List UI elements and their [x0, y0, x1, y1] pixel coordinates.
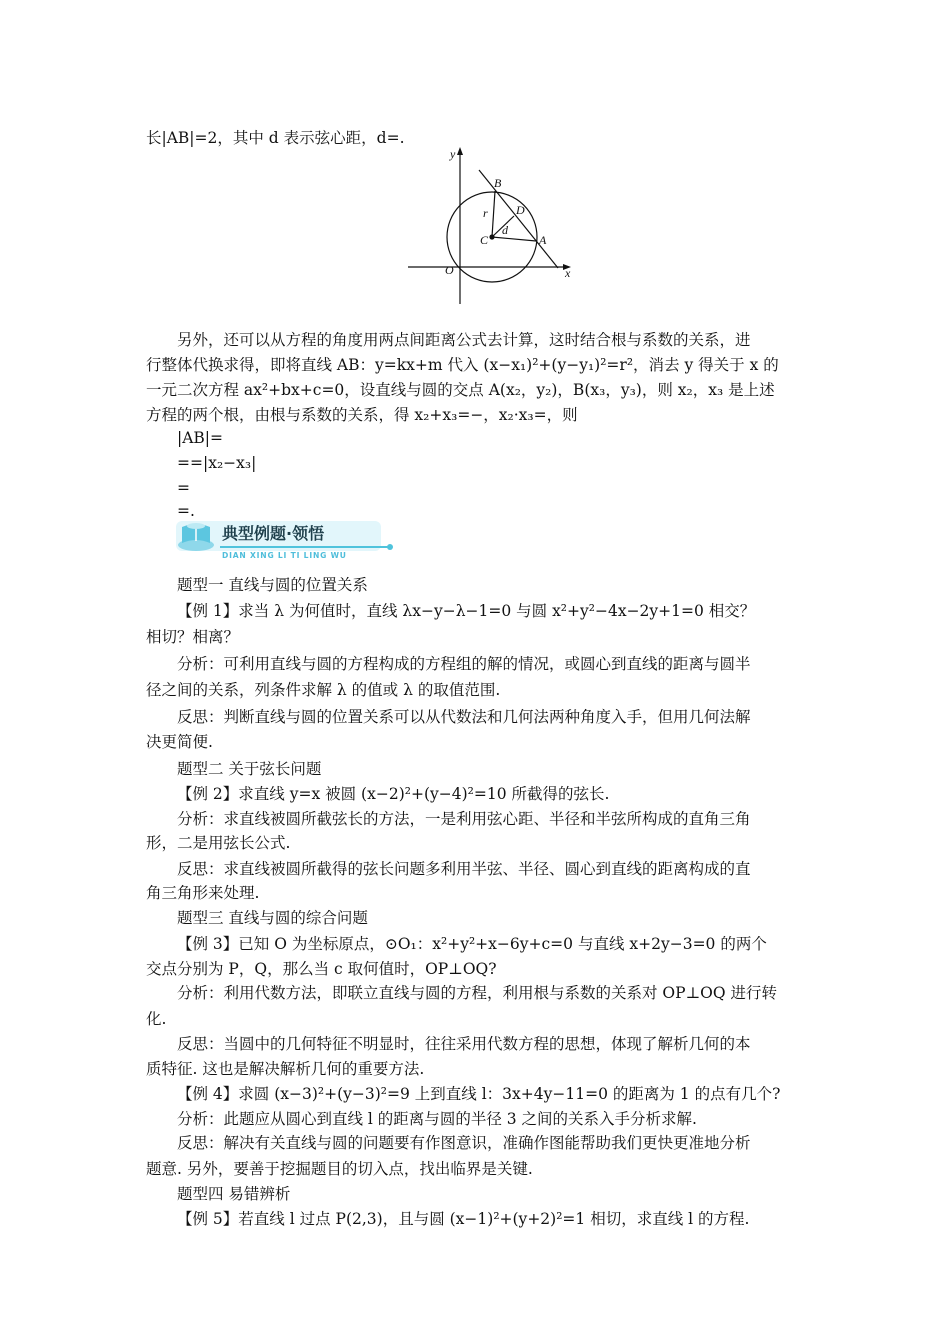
content-line: 决更简便. [146, 733, 213, 751]
content-line: 【例 1】求当 λ 为何值时，直线 λx−y−λ−1=0 与圆 x²+y²−4x−2y+1=0 相交？ [177, 602, 756, 620]
content-line: 反思：求直线被圆所截得的弦长问题多利用半弦、半径、圆心到直线的距离构成的直 [177, 860, 751, 878]
content-line: 角三角形来处理. [146, 884, 260, 902]
point-c-label: C [480, 233, 489, 247]
origin-label: O [445, 263, 454, 277]
formula-line-3: = [177, 479, 190, 497]
content-line: 题型四 易错辨析 [177, 1185, 291, 1203]
banner-dot [387, 544, 393, 550]
formula-line-2: ==|x₂−x₃| [177, 454, 257, 472]
y-axis-arrow [457, 147, 463, 155]
content-line: 分析：此题应从圆心到直线 l 的距离与圆的半径 3 之间的关系入手分析求解. [177, 1110, 697, 1128]
radius-cb [492, 191, 495, 237]
para-other-line-3: 一元二次方程 ax²+bx+c=0，设直线与圆的交点 A(x₂，y₂)，B(x₃，y₃)，则 x₂，x₃ 是上述 [146, 381, 775, 399]
section-banner [174, 517, 396, 561]
content-line: 反思：解决有关直线与圆的问题要有作图意识，准确作图能帮助我们更快更准地分析 [177, 1134, 751, 1152]
content-line: 相切？相离？ [146, 628, 240, 646]
radius-label: r [483, 206, 488, 220]
intro-line: 长|AB|=2，其中 d 表示弦心距，d=. [146, 129, 405, 147]
distance-label: d [502, 223, 508, 237]
content-line: 质特征. 这也是解决解析几何的重要方法. [146, 1060, 425, 1078]
content-line: 形，二是用弦长公式. [146, 834, 291, 852]
para-other-line-1: 另外，还可以从方程的角度用两点间距离公式去计算，这时结合根与系数的关系，进 [177, 331, 751, 349]
content-line: 【例 5】若直线 l 过点 P(2,3)，且与圆 (x−1)²+(y+2)²=1 相切，求直线 l 的方程. [177, 1210, 750, 1228]
content-line: 【例 3】已知 O 为坐标原点，⊙O₁：x²+y²+x−6y+c=0 与直线 x+2y−3=0 的两个 [177, 935, 767, 953]
content-line: 反思：判断直线与圆的位置关系可以从代数法和几何法两种角度入手，但用几何法解 [177, 708, 751, 726]
center-point [489, 234, 494, 239]
formula-line-4: =. [177, 502, 195, 520]
para-other-line-2: 行整体代换求得，即将直线 AB：y=kx+m 代入 (x−x₁)²+(y−y₁)²=r²，消去 y 得关于 x 的 [146, 356, 779, 374]
secant-line [479, 170, 558, 268]
content-line: 分析：求直线被圆所截弦长的方法，一是利用弦心距、半径和半弦所构成的直角三角 [177, 810, 751, 828]
content-line: 交点分别为 P，Q，那么当 c 取何值时，OP⊥OQ? [146, 960, 497, 978]
content-line: 【例 4】求圆 (x−3)²+(y−3)²=9 上到直线 l：3x+4y−11=0 的距离为 1 的点有几个? [177, 1085, 781, 1103]
segment-ca [492, 237, 536, 241]
content-line: 化. [146, 1010, 167, 1028]
point-b-label: B [494, 176, 502, 190]
content-line: 题型一 直线与圆的位置关系 [177, 576, 368, 594]
formula-line-1: |AB|= [177, 429, 224, 447]
banner-pinyin: DIAN XING LI TI LING WU [222, 551, 347, 560]
point-d-label: D [516, 203, 525, 217]
content-line: 【例 2】求直线 y=x 被圆 (x−2)²+(y−4)²=10 所截得的弦长. [177, 785, 610, 803]
para-other-line-4: 方程的两个根，由根与系数的关系，得 x₂+x₃=−，x₂·x₃=，则 [146, 406, 578, 424]
content-line: 分析：可利用直线与圆的方程构成的方程组的解的情况，或圆心到直线的距离与圆半 [177, 655, 751, 673]
content-line: 题型三 直线与圆的综合问题 [177, 909, 368, 927]
content-line: 分析：利用代数方法，即联立直线与圆的方程，利用根与系数的关系对 OP⊥OQ 进行转 [177, 984, 777, 1002]
point-a-label: A [539, 233, 547, 247]
content-line: 题型二 关于弦长问题 [177, 760, 322, 778]
y-axis-label: y [450, 147, 456, 161]
circle-chord-diagram [405, 144, 580, 309]
content-line: 反思：当圆中的几何特征不明显时，往往采用代数方程的思想，体现了解析几何的本 [177, 1035, 751, 1053]
book-icon [178, 523, 214, 551]
x-axis-label: x [565, 266, 571, 280]
banner-title: 典型例题·领悟 [222, 524, 325, 543]
content-line: 径之间的关系，列条件求解 λ 的值或 λ 的取值范围. [146, 681, 501, 699]
content-line: 题意. 另外，要善于挖掘题目的切入点，找出临界是关键. [146, 1160, 533, 1178]
